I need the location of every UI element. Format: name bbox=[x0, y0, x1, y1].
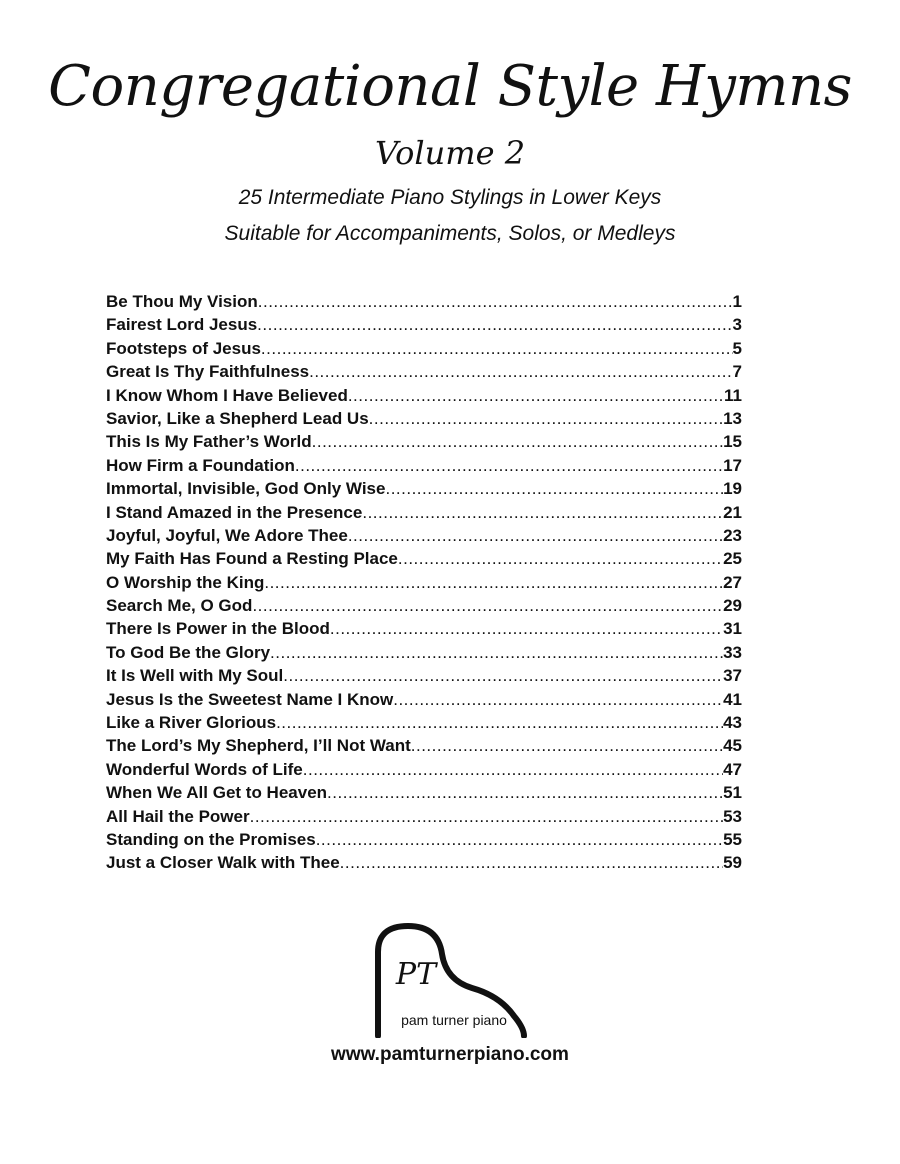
toc-entry bbox=[106, 454, 742, 477]
toc-leader bbox=[393, 688, 723, 711]
toc-entry bbox=[106, 594, 742, 617]
toc-title: Like a River Glorious bbox=[106, 713, 277, 733]
toc-title: Be Thou My Vision bbox=[106, 292, 258, 311]
toc-entry bbox=[106, 384, 742, 407]
toc-title: To God Be the Glory bbox=[106, 642, 271, 662]
toc-leader bbox=[257, 313, 732, 336]
toc-entry bbox=[106, 828, 742, 851]
website-url[interactable]: www.pamturnerpiano.com bbox=[331, 1044, 569, 1065]
toc-entry bbox=[106, 290, 742, 313]
toc-title: Savior, Like a Shepherd Lead Us bbox=[106, 408, 369, 428]
toc-title: This Is My Father’s World bbox=[106, 432, 312, 452]
toc-entry bbox=[106, 734, 742, 757]
toc-entry bbox=[106, 313, 742, 336]
toc-title: There Is Power in the Blood bbox=[106, 619, 330, 639]
toc-title: Great Is Thy Faithfulness bbox=[106, 362, 310, 382]
toc-page: 7 bbox=[732, 362, 742, 382]
toc-leader bbox=[283, 664, 723, 687]
toc-title: Footsteps of Jesus bbox=[106, 338, 261, 358]
toc-entry bbox=[106, 851, 742, 874]
toc-title: When We All Get to Heaven bbox=[106, 783, 328, 803]
toc-entry bbox=[106, 758, 742, 781]
toc-page: 43 bbox=[723, 713, 742, 733]
toc-page: 3 bbox=[732, 315, 742, 335]
toc-entry bbox=[106, 547, 742, 570]
toc-entry bbox=[106, 641, 742, 664]
toc-leader bbox=[411, 734, 723, 757]
toc-leader bbox=[348, 524, 723, 547]
toc-title: It Is Well with My Soul bbox=[106, 666, 284, 686]
toc-leader bbox=[340, 851, 723, 874]
toc-leader bbox=[330, 617, 723, 640]
toc-page: 11 bbox=[724, 385, 742, 405]
toc-page: 1 bbox=[732, 292, 742, 311]
toc-leader bbox=[258, 290, 733, 313]
toc-leader bbox=[252, 594, 723, 617]
toc-leader bbox=[362, 501, 723, 524]
toc-leader bbox=[250, 805, 723, 828]
toc-page: 27 bbox=[723, 572, 742, 592]
toc-entry bbox=[106, 501, 742, 524]
toc-title: Standing on the Promises bbox=[106, 829, 316, 849]
toc-page: 17 bbox=[723, 455, 742, 475]
toc-title: Just a Closer Walk with Thee bbox=[106, 853, 340, 873]
toc-leader bbox=[264, 571, 723, 594]
toc-page: 19 bbox=[723, 479, 742, 499]
toc-title: How Firm a Foundation bbox=[106, 455, 295, 475]
page-title: Congregational Style Hymns bbox=[48, 54, 852, 119]
toc-entry bbox=[106, 337, 742, 360]
toc-title: O Worship the King bbox=[106, 572, 265, 592]
toc-leader bbox=[398, 547, 723, 570]
toc-entry bbox=[106, 407, 742, 430]
toc-page: 41 bbox=[723, 689, 742, 709]
toc-leader bbox=[316, 828, 723, 851]
toc-entry bbox=[106, 571, 742, 594]
toc-page: 59 bbox=[723, 853, 742, 873]
toc-title: Wonderful Words of Life bbox=[106, 759, 303, 779]
toc-leader bbox=[303, 758, 723, 781]
toc-title: All Hail the Power bbox=[106, 806, 250, 826]
toc-leader bbox=[270, 641, 723, 664]
toc-title: Fairest Lord Jesus bbox=[106, 315, 258, 335]
toc-page: 23 bbox=[723, 525, 742, 545]
toc-title: Joyful, Joyful, We Adore Thee bbox=[106, 525, 348, 545]
toc-page: 33 bbox=[723, 642, 742, 662]
logo-monogram: PT bbox=[395, 957, 437, 992]
toc-title: I Stand Amazed in the Presence bbox=[106, 502, 363, 522]
toc-title: Immortal, Invisible, God Only Wise bbox=[106, 479, 386, 499]
toc-leader bbox=[276, 711, 723, 734]
toc-entry bbox=[106, 688, 742, 711]
toc-title: The Lord’s My Shepherd, I’ll Not Want bbox=[106, 736, 411, 756]
toc-page: 47 bbox=[723, 759, 742, 779]
toc-leader bbox=[295, 454, 723, 477]
toc-page: 25 bbox=[723, 549, 742, 569]
logo-text: pam turner piano bbox=[401, 1012, 507, 1028]
toc-page: 13 bbox=[723, 408, 742, 428]
toc-leader bbox=[261, 337, 733, 360]
toc-page: 51 bbox=[723, 783, 742, 803]
toc-page: 55 bbox=[723, 829, 742, 849]
toc-entry bbox=[106, 360, 742, 383]
subtitle-line-1: 25 Intermediate Piano Stylings in Lower Keys bbox=[238, 186, 662, 209]
toc-entry bbox=[106, 781, 742, 804]
toc-page: 45 bbox=[723, 736, 742, 756]
toc-page: 53 bbox=[723, 806, 742, 826]
toc-leader bbox=[369, 407, 723, 430]
toc-title: My Faith Has Found a Resting Place bbox=[106, 549, 398, 569]
toc-title: Search Me, O God bbox=[106, 596, 253, 616]
toc-page: 37 bbox=[723, 666, 742, 686]
toc-entry bbox=[106, 617, 742, 640]
toc-leader bbox=[327, 781, 723, 804]
toc-entry bbox=[106, 524, 742, 547]
toc-page: 5 bbox=[732, 338, 742, 358]
toc-page: 29 bbox=[723, 596, 742, 616]
toc-title: Jesus Is the Sweetest Name I Know bbox=[106, 689, 394, 709]
toc-entry bbox=[106, 711, 742, 734]
toc-page: 15 bbox=[723, 432, 742, 452]
toc-leader bbox=[309, 360, 732, 383]
toc-page: 31 bbox=[723, 619, 742, 639]
toc-entry bbox=[106, 805, 742, 828]
volume-label: Volume 2 bbox=[374, 134, 526, 172]
toc-entry bbox=[106, 664, 742, 687]
table-of-contents bbox=[106, 290, 742, 875]
toc-entry bbox=[106, 430, 742, 453]
toc-entry bbox=[106, 477, 742, 500]
toc-leader bbox=[312, 430, 723, 453]
toc-leader bbox=[348, 384, 724, 407]
subtitle-line-2: Suitable for Accompaniments, Solos, or Medleys bbox=[224, 222, 676, 245]
toc-leader bbox=[385, 477, 723, 500]
toc-page: 21 bbox=[723, 502, 742, 522]
toc-title: I Know Whom I Have Believed bbox=[106, 385, 348, 405]
